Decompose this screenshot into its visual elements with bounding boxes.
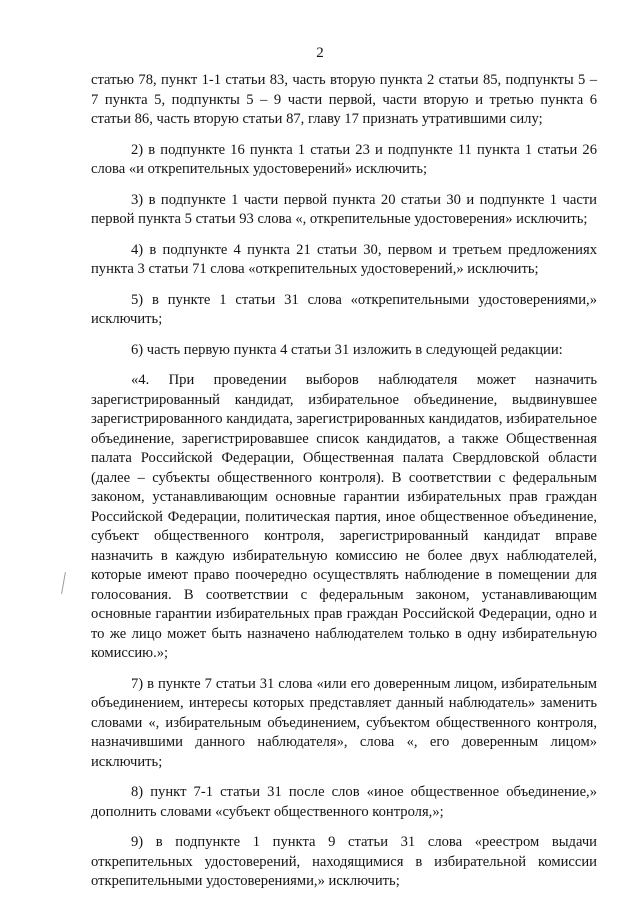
paragraph-item-3: 3) в подпункте 1 части первой пункта 20 статьи 30 и подпункте 1 части первой пункта 5 статьи 93 слова «, открепительные удостоверения» исключить;	[91, 191, 597, 227]
paragraph-continuation: статью 78, пункт 1-1 статьи 83, часть вторую пункта 2 статьи 85, подпункты 5 – 7 пункта 5, подпункты 5 – 9 части первой, части вторую и третью пункта 6 статьи 86, часть вторую статьи 87, главу 17 признать утратившими силу;	[91, 72, 597, 127]
paragraph-item-2: 2) в подпункте 16 пункта 1 статьи 23 и подпункте 11 пункта 1 статьи 26 слова «и открепительных удостоверений» исключить;	[91, 141, 597, 177]
paragraph-item-7: 7) в пункте 7 статьи 31 слова «или его доверенным лицом, избирательным объединением, интересы которых представляет данный наблюдатель» заменить словами «, избирательным объединением, субъектом общественного контроля, назначившими данного наблюдателя», слова «, его доверенным лицом» исключить;	[91, 675, 597, 770]
paragraph-item-6: 6) часть первую пункта 4 статьи 31 изложить в следующей редакции:	[131, 341, 563, 358]
paragraph-item-8: 8) пункт 7-1 статьи 31 после слов «иное общественное объединение,» дополнить словами «субъект общественного контроля,»;	[91, 784, 597, 820]
paragraph-item-4: 4) в подпункте 4 пункта 21 статьи 30, первом и третьем предложениях пункта 3 статьи 71 слова «открепительных удостоверений,» исключить;	[91, 241, 597, 277]
scan-mark	[61, 572, 66, 594]
paragraph-item-5: 5) в пункте 1 статьи 31 слова «открепительными удостоверениями,» исключить;	[91, 291, 597, 327]
paragraph-quoted-section-4: «4. При проведении выборов наблюдателя может назначить зарегистрированный кандидат, избирательное объединение, выдвинувшее зарегистрированного кандидата, зарегистрированных кандидатов, избирательное объединение, зарегистрировавшее список кандидатов, а также Общественная палата Российской Федерации, Общественная палата Свердловской области (далее – субъекты общественного контроля). В соответствии с федеральным законом, устанавливающим основные гарантии избирательных прав граждан Российской Федерации, политическая партия, иное общественное объединение, субъект общественного контроля, зарегистрированный кандидат вправе назначить в каждую избирательную комиссию не более двух наблюдателей, которые имеют право поочередно осуществлять наблюдение в помещении для голосования. В соответствии с федеральным законом, устанавливающим основные гарантии избирательных прав граждан Российской Федерации, одно и то же лицо может быть назначено наблюдателем только в одну избирательную комиссию.»;	[91, 372, 597, 661]
page-number: 2	[316, 45, 324, 61]
paragraph-item-9: 9) в подпункте 1 пункта 9 статьи 31 слова «реестром выдачи открепительных удостоверений, находящимися в избирательной комиссии открепительными удостоверениями,» исключить;	[91, 834, 597, 889]
document-body	[91, 71, 597, 903]
